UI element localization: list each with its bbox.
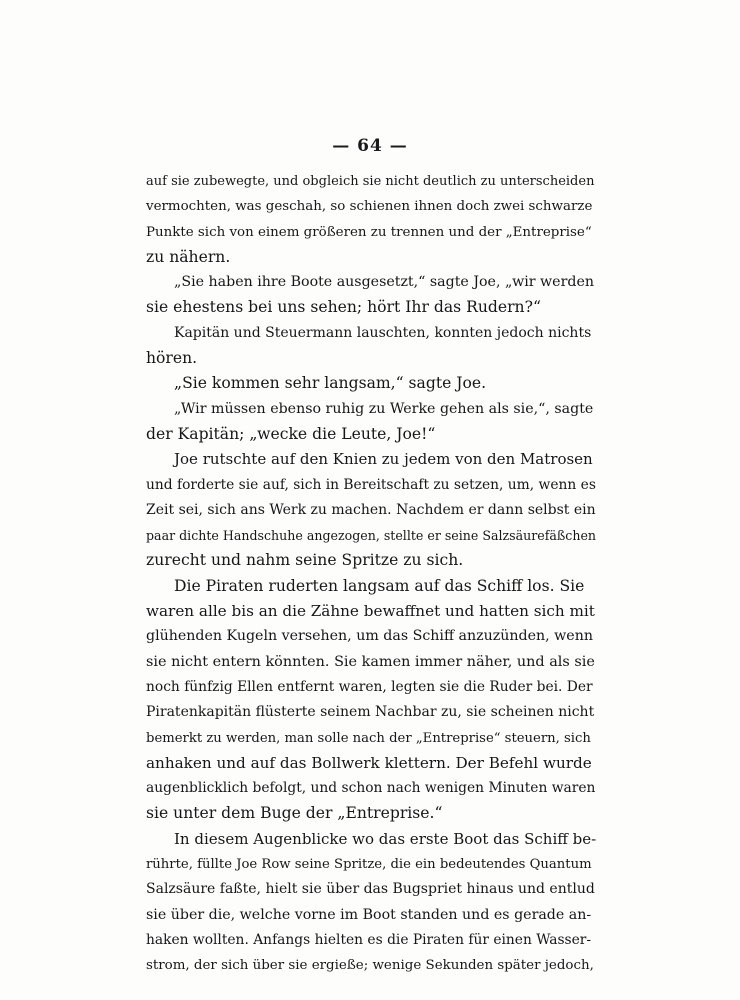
text-line: sie unter dem Buge der „Entreprise.“ bbox=[146, 804, 443, 823]
body-text bbox=[146, 169, 596, 979]
text-line: Punkte sich von einem größeren zu trennen und der „Entreprise“ bbox=[146, 224, 592, 240]
text-line: der Kapitän; „wecke die Leute, Joe!“ bbox=[146, 424, 436, 443]
text-line: vermochten, was geschah, so schienen ihnen doch zwei schwarze bbox=[146, 199, 593, 215]
text-line: bemerkt zu werden, man solle nach der „Entreprise“ steuern, sich bbox=[146, 730, 591, 746]
text-line: „Sie haben ihre Boote ausgesetzt,“ sagte Joe, „wir werden bbox=[174, 274, 594, 291]
text-line: sie nicht entern könnten. Sie kamen immer näher, und als sie bbox=[146, 653, 595, 670]
text-line: Salzsäure faßte, hielt sie über das Bugspriet hinaus und entlud bbox=[146, 881, 595, 898]
text-line: auf sie zubewegte, und obgleich sie nicht deutlich zu unterscheiden bbox=[146, 174, 595, 189]
text-line: zu nähern. bbox=[146, 247, 231, 266]
text-line: augenblicklich befolgt, und schon nach wenigen Minuten waren bbox=[146, 780, 596, 797]
text-line: strom, der sich über sie ergieße; wenige Sekunden später jedoch, bbox=[146, 958, 594, 974]
text-line: noch fünfzig Ellen entfernt waren, legten sie die Ruder bei. Der bbox=[146, 678, 593, 695]
text-line: waren alle bis an die Zähne bewaffnet und hatten sich mit bbox=[146, 602, 595, 621]
text-line: „Wir müssen ebenso ruhig zu Werke gehen als sie,“, sagte bbox=[174, 400, 594, 417]
text-line: haken wollten. Anfangs hielten es die Piraten für einen Wasser- bbox=[146, 931, 592, 948]
text-line: sie ehestens bei uns sehen; hört Ihr das Rudern?“ bbox=[146, 298, 541, 317]
text-line: Zeit sei, sich ans Werk zu machen. Nachdem er dann selbst ein bbox=[146, 501, 596, 518]
text-line: sie über die, welche vorne im Boot standen und es gerade an- bbox=[146, 906, 592, 923]
text-line: anhaken und auf das Bollwerk klettern. Der Befehl wurde bbox=[146, 753, 592, 772]
text-line: rührte, füllte Joe Row seine Spritze, die ein bedeutendes Quantum bbox=[146, 857, 592, 873]
text-line: „Sie kommen sehr langsam,“ sagte Joe. bbox=[174, 374, 487, 393]
text-line: glühenden Kugeln versehen, um das Schiff anzuzünden, wenn bbox=[146, 628, 593, 645]
text-line: In diesem Augenblicke wo das erste Boot das Schiff be- bbox=[174, 829, 596, 848]
text-line: zurecht und nahm seine Spritze zu sich. bbox=[146, 551, 464, 570]
page-number: — 64 — bbox=[332, 136, 408, 156]
text-line: hören. bbox=[146, 349, 198, 368]
text-line: Piratenkapitän flüsterte seinem Nachbar zu, sie scheinen nicht bbox=[146, 704, 595, 721]
text-line: Kapitän und Steuermann lauschten, konnten jedoch nichts bbox=[174, 324, 592, 341]
text-line: Die Piraten ruderten langsam auf das Schiff los. Sie bbox=[174, 576, 585, 595]
text-line: und forderte sie auf, sich in Bereitschaft zu setzen, um, wenn es bbox=[146, 476, 596, 493]
text-line: Joe rutschte auf den Knien zu jedem von den Matrosen bbox=[174, 450, 593, 469]
text-line: paar dichte Handschuhe angezogen, stellte er seine Salzsäurefäßchen bbox=[146, 528, 596, 544]
